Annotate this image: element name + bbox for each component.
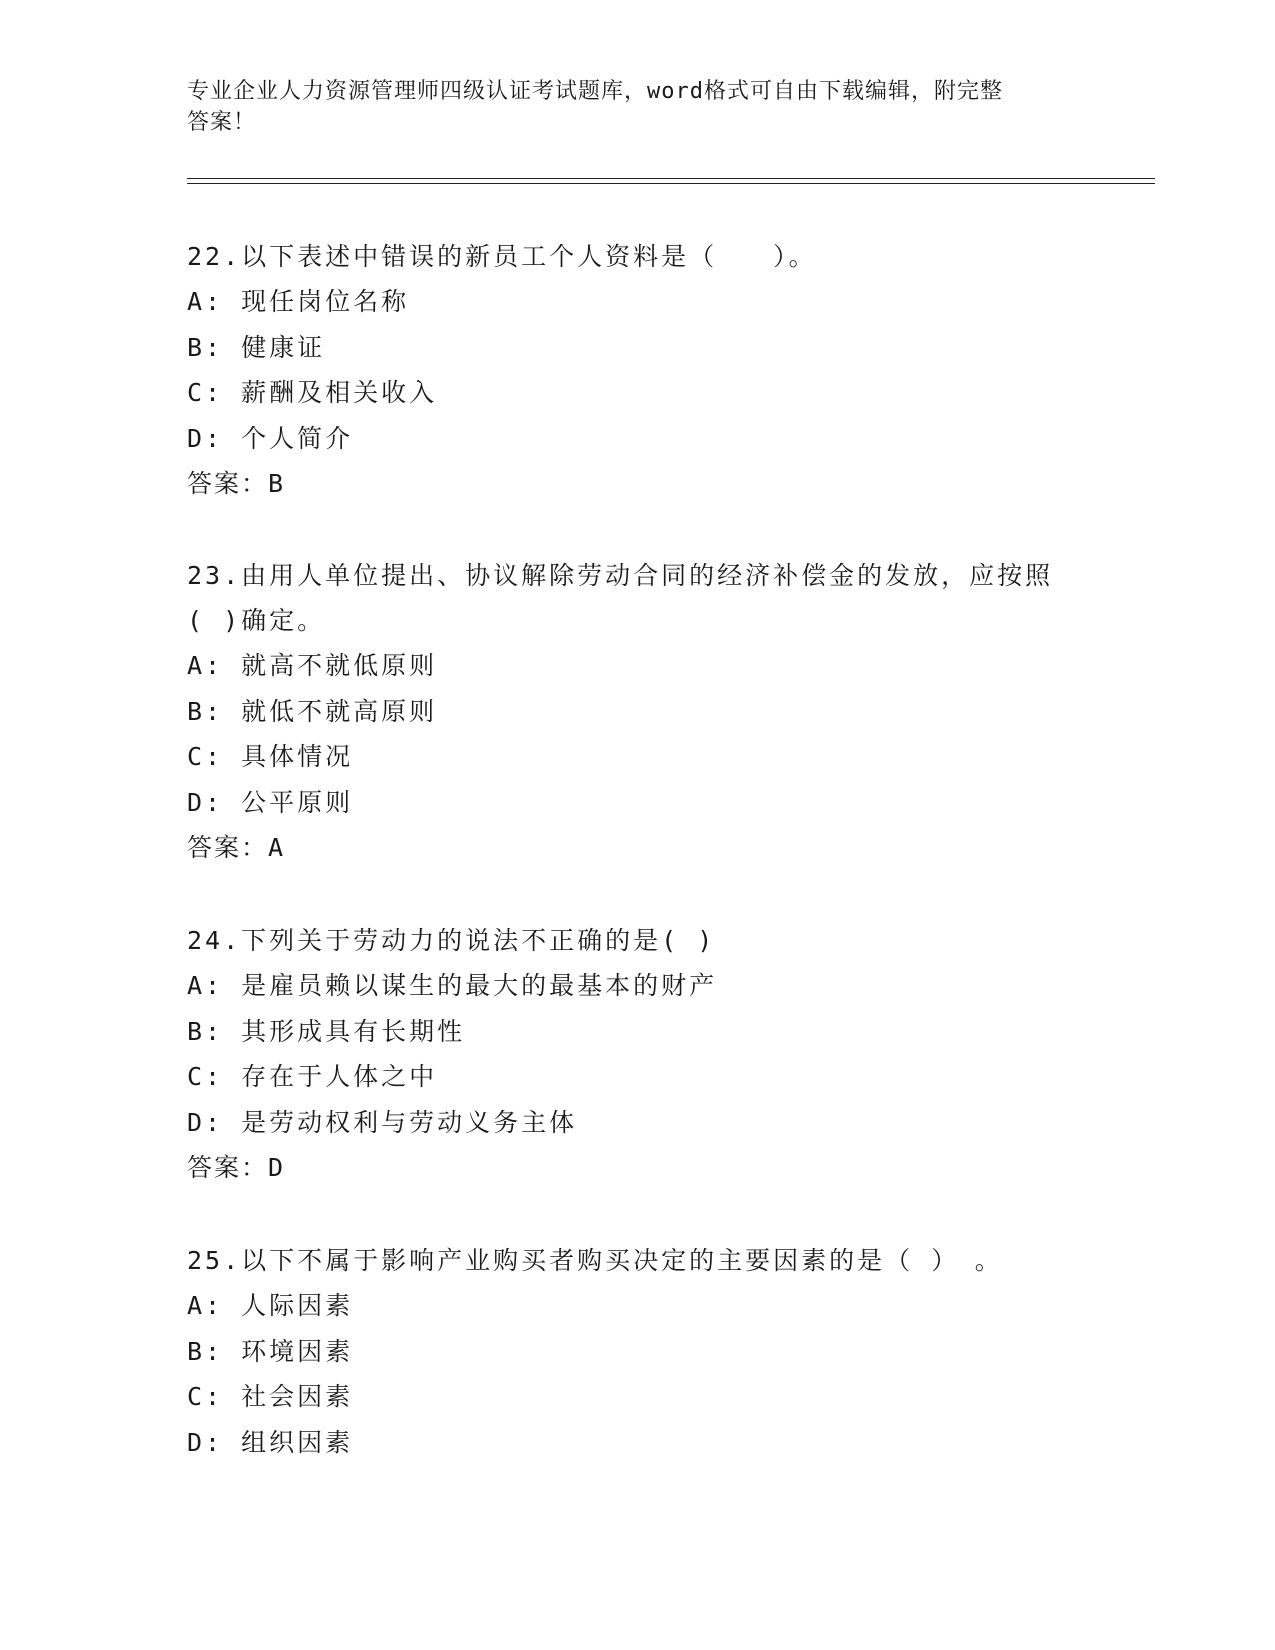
answer-value: B [268, 469, 286, 498]
question-stem: 25.以下不属于影响产业购买者购买决定的主要因素的是（ ） 。 [187, 1246, 1003, 1275]
option-d: D: 公平原则 [187, 787, 354, 817]
answer-value: D [268, 1153, 286, 1182]
document-header [187, 76, 1067, 138]
option-c: C: 存在于人体之中 [187, 1062, 438, 1091]
question-23 [187, 553, 1087, 870]
option-d: D: 组织因素 [187, 1427, 354, 1457]
answer-line [187, 825, 1087, 870]
question-stem: 24.下列关于劳动力的说法不正确的是( ) [187, 926, 716, 955]
option-a: A: 现任岗位名称 [187, 287, 410, 316]
answer-line [187, 461, 1087, 506]
answer-line [187, 1145, 1087, 1190]
question-stem: 23.由用人单位提出、协议解除劳动合同的经济补偿金的发放，应按照 [187, 561, 1054, 590]
option-b: B: 其形成具有长期性 [187, 1016, 466, 1046]
option-b: B: 环境因素 [187, 1336, 354, 1366]
question-24 [187, 918, 1087, 1190]
option-c: C: 社会因素 [187, 1382, 354, 1411]
question-25 [187, 1238, 1087, 1465]
question-22 [187, 234, 1087, 506]
answer-value: A [268, 833, 286, 862]
answer-label: 答案： [187, 1153, 269, 1182]
option-d: D: 是劳动权利与劳动义务主体 [187, 1107, 578, 1137]
option-a: A: 人际因素 [187, 1291, 354, 1320]
option-c: C: 具体情况 [187, 742, 354, 771]
answer-label: 答案： [187, 833, 269, 862]
header-line-2: 答案！ [187, 110, 257, 135]
header-divider-bottom [187, 183, 1155, 184]
option-b: B: 健康证 [187, 332, 326, 362]
option-c: C: 薪酬及相关收入 [187, 378, 438, 407]
option-a: A: 就高不就低原则 [187, 651, 438, 680]
header-line-1: 专业企业人力资源管理师四级认证考试题库，word格式可自由下载编辑，附完整 [187, 79, 1003, 104]
option-d: D: 个人简介 [187, 423, 354, 453]
question-stem: 22.以下表述中错误的新员工个人资料是（ ）。 [187, 242, 817, 271]
header-divider-top [187, 178, 1155, 179]
answer-label: 答案： [187, 469, 269, 498]
option-a: A: 是雇员赖以谋生的最大的最基本的财产 [187, 971, 718, 1000]
question-stem-continued: ( )确定。 [187, 606, 326, 635]
option-b: B: 就低不就高原则 [187, 696, 438, 726]
